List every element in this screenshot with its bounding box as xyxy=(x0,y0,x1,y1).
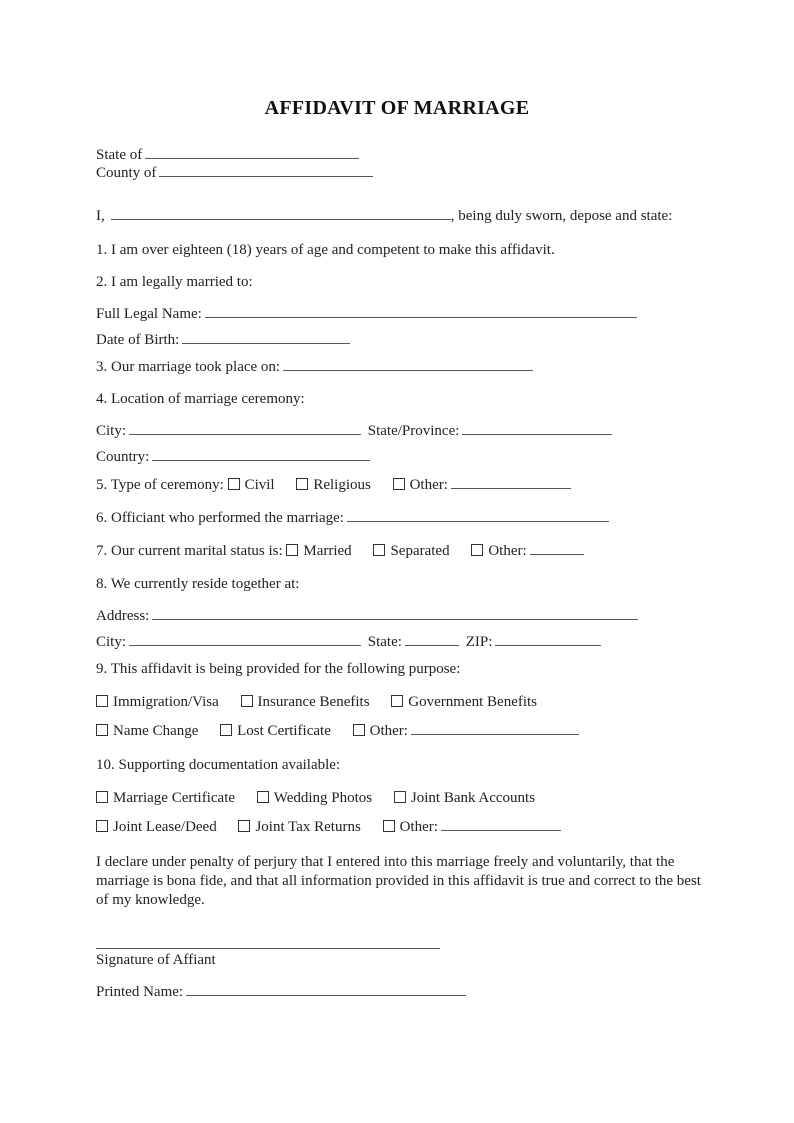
signature-label: Signature of Affiant xyxy=(96,952,216,968)
document-title: AFFIDAVIT OF MARRIAGE xyxy=(264,97,530,119)
residence-state-label: State: xyxy=(367,634,402,650)
checkbox[interactable] xyxy=(238,820,250,832)
marriage-date-field[interactable] xyxy=(283,358,533,371)
statement-1: 1. I am over eighteen (18) years of age and competent to make this affidavit. xyxy=(96,242,555,258)
ceremony-type-line xyxy=(96,476,574,494)
checkbox[interactable] xyxy=(394,791,406,803)
status-separated-option[interactable]: Separated xyxy=(373,542,449,560)
checkbox[interactable] xyxy=(257,791,269,803)
ceremony-civil-option[interactable]: Civil xyxy=(228,476,275,494)
state-field[interactable] xyxy=(145,146,359,159)
purpose-other-field[interactable] xyxy=(411,722,579,735)
state-line xyxy=(96,146,362,164)
statement-6-line xyxy=(96,509,612,527)
checkbox[interactable] xyxy=(96,724,108,736)
statement-9: 9. This affidavit is being provided for the following purpose: xyxy=(96,661,461,677)
purpose-insurance-option[interactable]: Insurance Benefits xyxy=(241,693,370,711)
statement-3: 3. Our marriage took place on: xyxy=(96,359,281,375)
marital-status-label: 7. Our current marital status is: xyxy=(96,543,283,559)
ceremony-city-label: City: xyxy=(96,423,127,439)
declaration-paragraph: I declare under penalty of perjury that I entered into this marriage freely and voluntarily, that the marriage is bona fide, and that all information provided in this affidavit is true and correct to the best of my knowledge. xyxy=(96,854,701,908)
ceremony-country-field[interactable] xyxy=(152,448,370,461)
statement-6: 6. Officiant who performed the marriage: xyxy=(96,510,344,526)
checkbox[interactable] xyxy=(383,820,395,832)
statement-10: 10. Supporting documentation available: xyxy=(96,757,341,773)
ceremony-state-label: State/Province: xyxy=(367,423,460,439)
ceremony-city-field[interactable] xyxy=(129,422,361,435)
checkbox[interactable] xyxy=(471,544,483,556)
status-other-field[interactable] xyxy=(530,542,584,555)
signature-line[interactable] xyxy=(96,948,440,949)
county-line xyxy=(96,164,376,182)
checkbox[interactable] xyxy=(228,478,240,490)
checkbox[interactable] xyxy=(391,695,403,707)
statement-4: 4. Location of marriage ceremony: xyxy=(96,391,305,407)
doc-other-field[interactable] xyxy=(441,818,561,831)
marital-status-line xyxy=(96,542,587,560)
residence-city-field[interactable] xyxy=(129,633,361,646)
doc-marriage-certificate-option[interactable]: Marriage Certificate xyxy=(96,789,235,807)
address-line xyxy=(96,607,641,625)
dob-field[interactable] xyxy=(182,331,350,344)
purpose-row-2 xyxy=(96,722,582,740)
full-name-field[interactable] xyxy=(205,305,637,318)
full-name-line xyxy=(96,305,640,323)
checkbox[interactable] xyxy=(220,724,232,736)
checkbox[interactable] xyxy=(373,544,385,556)
checkbox[interactable] xyxy=(353,724,365,736)
checkbox[interactable] xyxy=(296,478,308,490)
checkbox[interactable] xyxy=(286,544,298,556)
ceremony-country-line xyxy=(96,448,373,466)
doc-joint-bank-option[interactable]: Joint Bank Accounts xyxy=(394,789,535,807)
ceremony-religious-option[interactable]: Religious xyxy=(296,476,371,494)
address-label: Address: xyxy=(96,608,150,624)
doc-joint-tax-option[interactable]: Joint Tax Returns xyxy=(238,818,360,836)
checkbox[interactable] xyxy=(96,695,108,707)
intro-line xyxy=(96,207,672,225)
officiant-field[interactable] xyxy=(347,509,609,522)
ceremony-other-option[interactable]: Other: xyxy=(393,476,448,494)
printed-name-label: Printed Name: xyxy=(96,984,184,1000)
purpose-name-change-option[interactable]: Name Change xyxy=(96,722,198,740)
statement-8: 8. We currently reside together at: xyxy=(96,576,300,592)
documents-row-1 xyxy=(96,789,553,807)
purpose-other-option[interactable]: Other: xyxy=(353,722,408,740)
affiant-name-field[interactable] xyxy=(111,207,451,220)
address-field[interactable] xyxy=(152,607,638,620)
status-married-option[interactable]: Married xyxy=(286,542,351,560)
doc-wedding-photos-option[interactable]: Wedding Photos xyxy=(257,789,372,807)
ceremony-type-label: 5. Type of ceremony: xyxy=(96,477,224,493)
checkbox[interactable] xyxy=(241,695,253,707)
doc-other-option[interactable]: Other: xyxy=(383,818,438,836)
residence-zip-label: ZIP: xyxy=(465,634,493,650)
statement-2: 2. I am legally married to: xyxy=(96,274,253,290)
purpose-lost-certificate-option[interactable]: Lost Certificate xyxy=(220,722,331,740)
purpose-row-1 xyxy=(96,693,555,711)
statement-3-line xyxy=(96,358,536,376)
intro-prefix: I, xyxy=(96,208,105,224)
checkbox[interactable] xyxy=(393,478,405,490)
county-label: County of xyxy=(96,165,157,181)
residence-city-label: City: xyxy=(96,634,127,650)
dob-line xyxy=(96,331,353,349)
checkbox[interactable] xyxy=(96,791,108,803)
residence-city-line xyxy=(96,633,604,651)
state-label: State of xyxy=(96,147,143,163)
purpose-immigration-option[interactable]: Immigration/Visa xyxy=(96,693,219,711)
ceremony-country-label: Country: xyxy=(96,449,150,465)
status-other-option[interactable]: Other: xyxy=(471,542,526,560)
printed-name-field[interactable] xyxy=(186,983,466,996)
dob-label: Date of Birth: xyxy=(96,332,180,348)
printed-name-line xyxy=(96,983,469,1001)
checkbox[interactable] xyxy=(96,820,108,832)
ceremony-other-field[interactable] xyxy=(451,476,571,489)
doc-joint-lease-option[interactable]: Joint Lease/Deed xyxy=(96,818,217,836)
ceremony-city-line xyxy=(96,422,615,440)
ceremony-state-field[interactable] xyxy=(462,422,612,435)
residence-zip-field[interactable] xyxy=(495,633,601,646)
full-name-label: Full Legal Name: xyxy=(96,306,202,322)
county-field[interactable] xyxy=(159,164,373,177)
residence-state-field[interactable] xyxy=(405,633,459,646)
documents-row-2 xyxy=(96,818,564,836)
purpose-government-option[interactable]: Government Benefits xyxy=(391,693,537,711)
intro-suffix: , being duly sworn, depose and state: xyxy=(450,208,673,224)
